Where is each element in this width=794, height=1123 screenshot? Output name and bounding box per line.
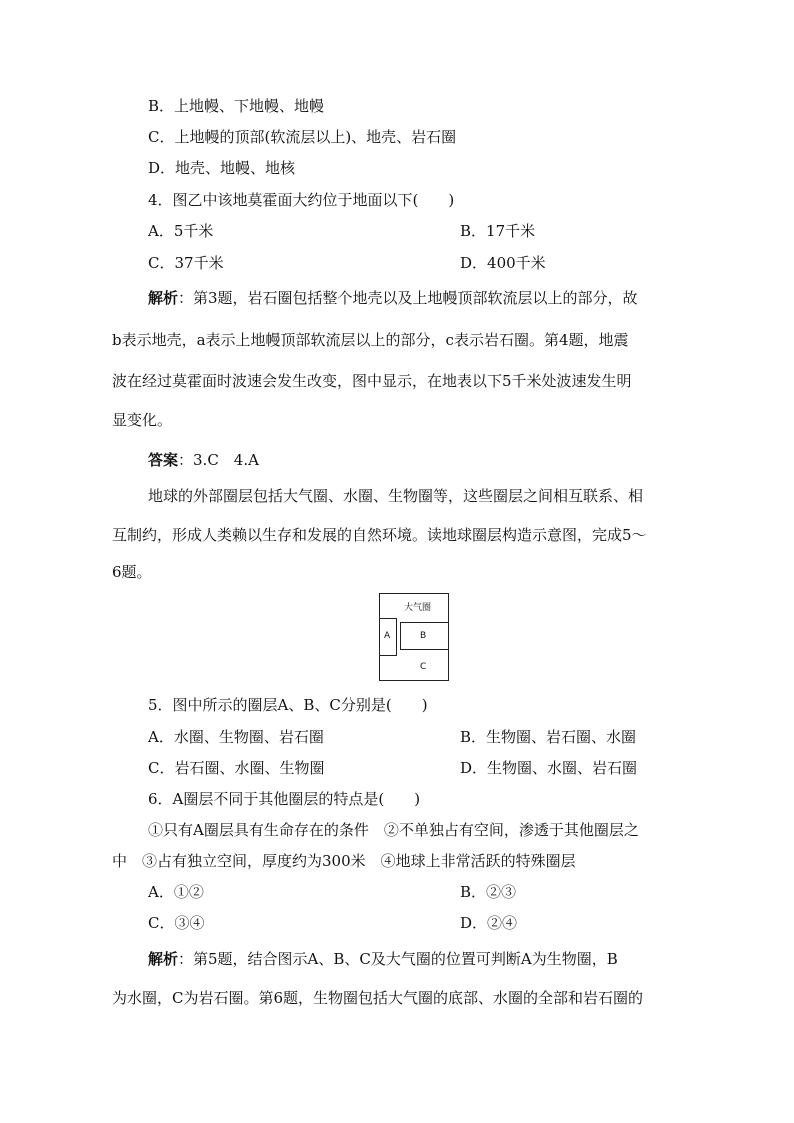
q5-option-b: B．生物圈、岩石圈、水圈 — [460, 728, 637, 746]
answer-text: ：3.C 4.A — [178, 451, 259, 469]
q3-option-c: C．上地幔的顶部(软流层以上)、地壳、岩石圈 — [148, 128, 457, 146]
intro-line-2: 互制约，形成人类赖以生存和发展的自然环境。读地球圈层构造示意图，完成5～ — [112, 526, 647, 544]
q3-option-b: B．上地幔、下地幔、地幔 — [148, 97, 325, 115]
q4-option-c: C．37千米 — [148, 254, 224, 272]
diagram-divider-bottom — [400, 649, 449, 650]
q6-option-b: B．②③ — [460, 883, 517, 901]
analysis-label: 解析 — [148, 289, 179, 307]
q4-option-b: B．17千米 — [460, 222, 536, 240]
analysis-paragraph-1-line-4: 显变化。 — [112, 411, 173, 429]
q3-option-d: D．地壳、地幔、地核 — [148, 159, 296, 177]
analysis-label-2: 解析 — [148, 950, 179, 968]
q6-option-c: C．③④ — [148, 914, 205, 932]
q6-option-d: D．②④ — [460, 914, 518, 932]
earth-spheres-diagram — [379, 593, 449, 681]
analysis-text-2: ：第5题，结合图示A、B、C及大气圈的位置可判断A为生物圈，B — [178, 950, 618, 968]
answer-label: 答案 — [148, 451, 179, 469]
analysis-paragraph-2-line-1 — [148, 949, 618, 969]
diagram-label-atmosphere: 大气圈 — [404, 603, 432, 613]
q6-option-a: A．①② — [148, 883, 204, 901]
q5-option-d: D．生物圈、水圈、岩石圈 — [460, 759, 638, 777]
diagram-divider-top — [400, 622, 449, 623]
diagram-label-a: A — [384, 631, 391, 641]
q5-stem: 5．图中所示的圈层A、B、C分别是( ) — [148, 696, 428, 714]
analysis-paragraph-1-line-1 — [148, 288, 638, 308]
q6-statements-line-1: ①只有A圈层具有生命存在的条件 ②不单独占有空间，渗透于其他圈层之 — [148, 821, 639, 839]
intro-line-3: 6题。 — [112, 563, 152, 581]
diagram-label-c: C — [420, 662, 427, 672]
q4-option-d: D．400千米 — [460, 254, 546, 272]
q5-option-a: A．水圈、生物圈、岩石圈 — [148, 728, 324, 746]
q4-option-a: A．5千米 — [148, 222, 214, 240]
analysis-paragraph-1-line-2: b表示地壳，a表示上地幔顶部软流层以上的部分，c表示岩石圈。第4题，地震 — [112, 331, 629, 349]
analysis-paragraph-1-line-3: 波在经过莫霍面时波速会发生改变，图中显示，在地表以下5千米处波速发生明 — [112, 372, 632, 390]
q5-option-c: C．岩石圈、水圈、生物圈 — [148, 759, 325, 777]
diagram-label-b: B — [420, 631, 427, 641]
q6-statements-line-2: 中 ③占有独立空间，厚度约为300米 ④地球上非常活跃的特殊圈层 — [112, 852, 576, 870]
q4-stem: 4．图乙中该地莫霍面大约位于地面以下( ) — [148, 191, 455, 209]
analysis-paragraph-2-line-2: 为水圈，C为岩石圈。第6题，生物圈包括大气圈的底部、水圈的全部和岩石圈的 — [112, 989, 644, 1007]
answer-line-1 — [148, 450, 259, 470]
q6-stem: 6．A圈层不同于其他圈层的特点是( ) — [148, 790, 421, 808]
analysis-text: ：第3题，岩石圈包括整个地壳以及上地幔顶部软流层以上的部分，故 — [178, 289, 638, 307]
diagram-divider-vertical — [400, 622, 401, 649]
intro-line-1: 地球的外部圈层包括大气圈、水圈、生物圈等，这些圈层之间相互联系、相 — [148, 487, 644, 505]
